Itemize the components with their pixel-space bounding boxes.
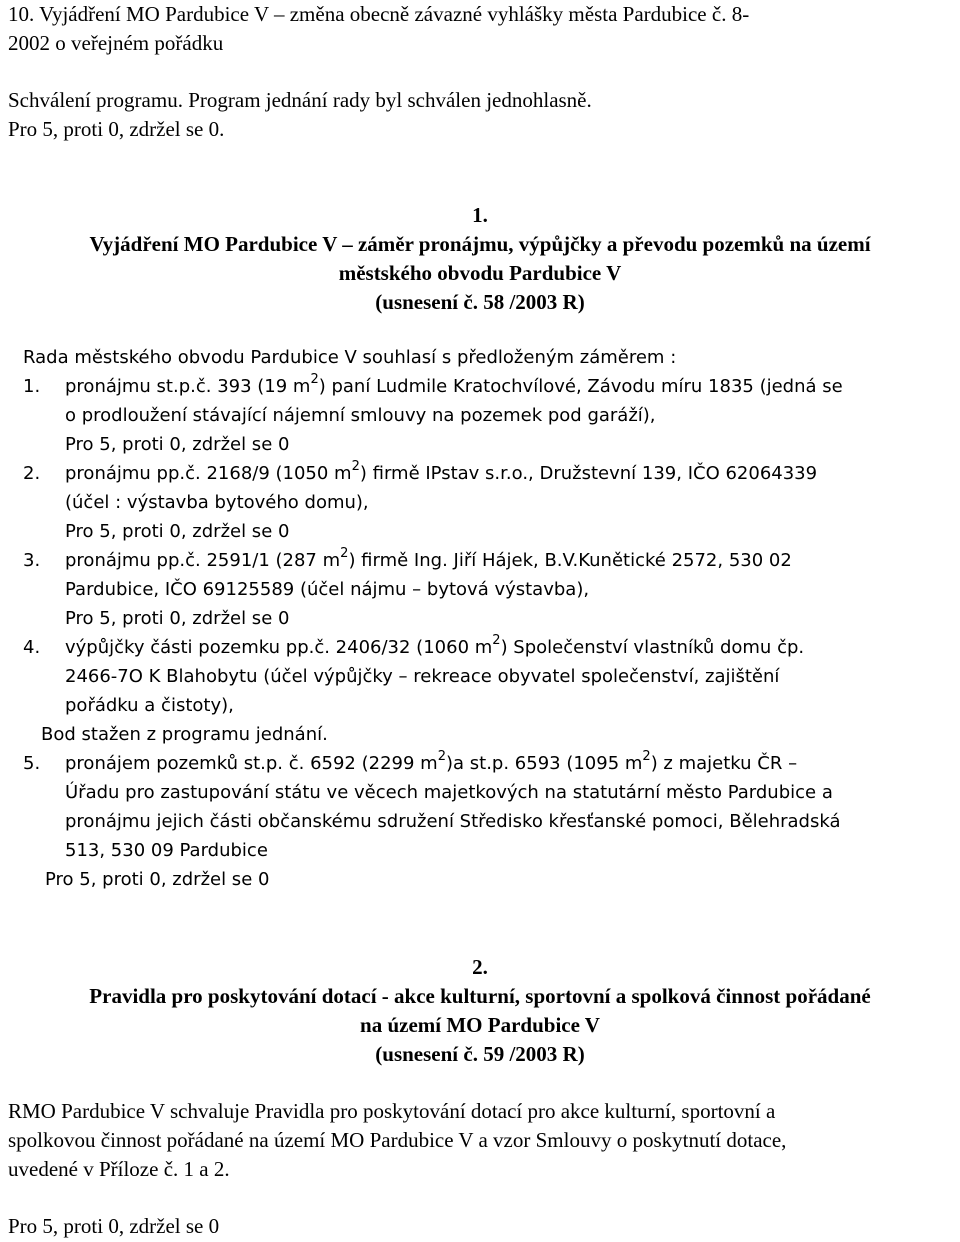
item-5-line2: Úřadu pro zastupování státu ve věcech majetkových na statutární město Pardubice a (65, 782, 833, 803)
section-2-title-line2: na území MO Pardubice V (360, 1013, 600, 1037)
section-1-resolution: (usnesení č. 58 /2003 R) (375, 290, 585, 314)
section-2-body-line2: spolkovou činnost pořádané na území MO Pardubice V a vzor Smlouvy o poskytnutí dotace, (8, 1128, 787, 1152)
item-3-line2: Pardubice, IČO 69125589 (účel nájmu – bytová výstavba), (65, 579, 590, 600)
item-1-vote: Pro 5, proti 0, zdržel se 0 (65, 434, 290, 455)
item-5-vote: Pro 5, proti 0, zdržel se 0 (45, 869, 270, 890)
item-2-number: 2. (23, 463, 41, 484)
section-2-number: 2. (472, 955, 488, 979)
section-1-title-line1: Vyjádření MO Pardubice V – záměr pronájmu, výpůjčky a převodu pozemků na území (89, 232, 871, 256)
item-5-line3: pronájmu jejich části občanskému sdružení Středisko křesťanské pomoci, Bělehradská (65, 811, 841, 832)
item-3-line1: pronájmu pp.č. 2591/1 (287 $m^2$) firmě Ing. Jiří Hájek, B.V.Kunětické 2572, 530 02 (65, 546, 792, 571)
program-vote: Pro 5, proti 0, zdržel se 0. (8, 117, 225, 141)
item-1-line1: pronájmu st.p.č. 393 (19 $m^2$) paní Ludmile Kratochvílové, Závodu míru 1835 (jedná se (65, 372, 843, 397)
section-2-resolution: (usnesení č. 59 /2003 R) (375, 1042, 585, 1066)
item-4-status: Bod stažen z programu jednání. (41, 724, 328, 745)
program-approval: Schválení programu. Program jednání rady byl schválen jednohlasně. (8, 88, 592, 112)
item-1-number: 1. (23, 376, 41, 397)
section-1-intro: Rada městského obvodu Pardubice V souhlasí s předloženým záměrem : (23, 347, 677, 368)
agenda-item-10-line2: 2002 o veřejném pořádku (8, 31, 224, 55)
item-3-number: 3. (23, 550, 41, 571)
item-4-number: 4. (23, 637, 41, 658)
item-2-line2: (účel : výstavba bytového domu), (65, 492, 369, 513)
section-1-title-line2: městského obvodu Pardubice V (338, 261, 622, 285)
agenda-item-10-line1: 10. Vyjádření MO Pardubice V – změna obecně závazné vyhlášky města Pardubice č. 8- (8, 2, 750, 26)
section-2-title-line1: Pravidla pro poskytování dotací - akce kulturní, sportovní a spolková činnost pořádané (89, 984, 871, 1008)
item-4-line1: výpůjčky části pozemku pp.č. 2406/32 (1060 $m^2$) Společenství vlastníků domu čp. (65, 633, 805, 658)
item-2-vote: Pro 5, proti 0, zdržel se 0 (65, 521, 290, 542)
item-2-line1: pronájmu pp.č. 2168/9 (1050 $m^2$) firmě IPstav s.r.o., Družstevní 139, IČO 62064339 (65, 459, 818, 484)
item-3-vote: Pro 5, proti 0, zdržel se 0 (65, 608, 290, 629)
item-4-line2: 2466-7O K Blahobytu (účel výpůjčky – rekreace obyvatel společenství, zajištění (65, 666, 780, 687)
section-2-body-line1: RMO Pardubice V schvaluje Pravidla pro poskytování dotací pro akce kulturní, sportovní a (8, 1099, 776, 1123)
item-5-line4: 513, 530 09 Pardubice (65, 840, 268, 861)
section-2-vote: Pro 5, proti 0, zdržel se 0 (8, 1214, 220, 1238)
item-5-line1: pronájem pozemků st.p. č. 6592 (2299 $m^2)a$ st.p. 6593 (1095 $m^2$) z majetku ČR – (65, 749, 798, 774)
item-4-line3: pořádku a čistoty), (65, 695, 234, 716)
item-1-line2: o prodloužení stávající nájemní smlouvy na pozemek pod garáží), (65, 405, 656, 426)
item-5-number: 5. (23, 753, 41, 774)
section-2-body-line3: uvedené v Příloze č. 1 a 2. (8, 1157, 230, 1181)
section-1-number: 1. (472, 203, 488, 227)
